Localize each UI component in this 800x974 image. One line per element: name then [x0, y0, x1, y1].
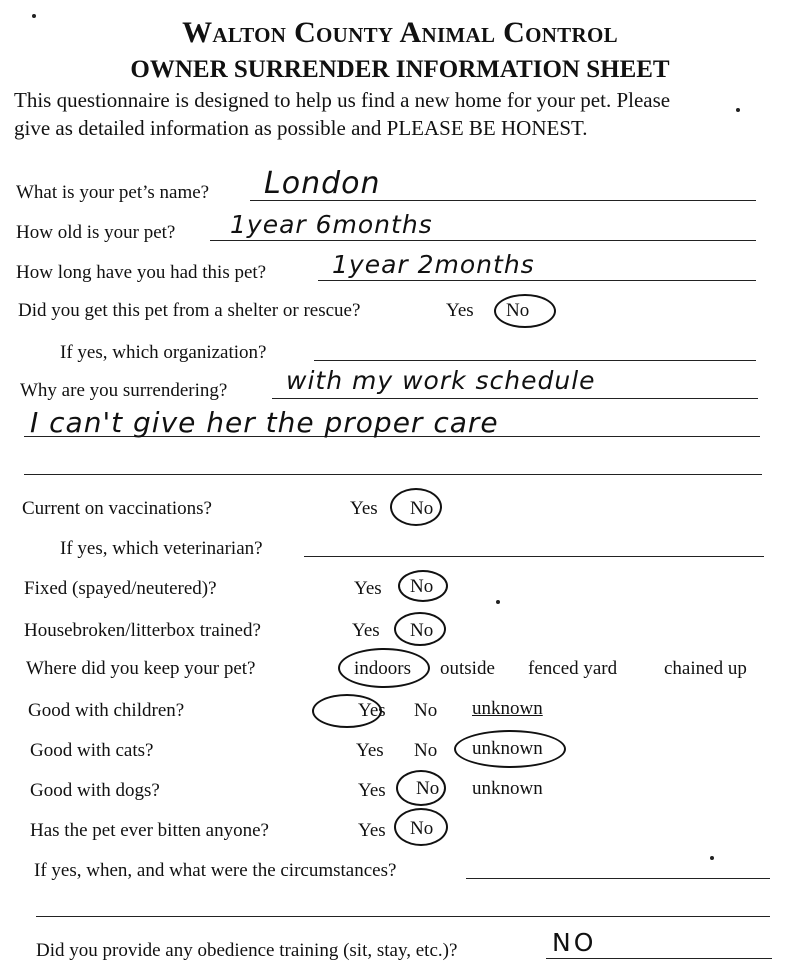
vaccinations-label: Current on vaccinations? [22, 498, 212, 519]
dogs-yes[interactable]: Yes [358, 780, 386, 801]
surrender-line-1 [272, 398, 758, 399]
pet-age-answer[interactable]: 1year 6months [230, 210, 433, 239]
vaccinations-yes[interactable]: Yes [350, 498, 378, 519]
fixed-no[interactable]: No [410, 576, 434, 597]
bitten-label: Has the pet ever bitten anyone? [30, 820, 269, 841]
bitten-no[interactable]: No [410, 818, 434, 839]
time-owned-line [318, 280, 756, 281]
form-title: Walton County Animal Control [182, 16, 618, 49]
scan-speck [32, 14, 36, 18]
housebroken-yes[interactable]: Yes [352, 620, 380, 641]
kept-option-outside[interactable]: outside [440, 658, 495, 679]
bitten-no-circle [394, 808, 448, 846]
fixed-no-circle [398, 570, 448, 602]
scan-speck [736, 108, 740, 112]
pet-name-label: What is your pet’s name? [16, 182, 210, 203]
housebroken-no[interactable]: No [410, 620, 434, 641]
time-owned-answer[interactable]: 1year 2months [332, 250, 535, 279]
kept-option-chained-up[interactable]: chained up [664, 658, 747, 679]
children-unknown[interactable]: unknown [472, 698, 543, 719]
housebroken-no-circle [394, 612, 446, 646]
dogs-label: Good with dogs? [30, 780, 160, 801]
training-answer[interactable]: NO [552, 928, 597, 957]
children-label: Good with children? [28, 700, 185, 721]
training-line [546, 958, 772, 959]
from-shelter-no-circle [494, 294, 556, 328]
organization-label: If yes, which organization? [60, 342, 267, 363]
cats-label: Good with cats? [30, 740, 154, 761]
dogs-unknown[interactable]: unknown [472, 778, 543, 799]
training-label: Did you provide any obedience training (sit, stay, etc.)? [36, 940, 458, 961]
surrender-line-3 [24, 474, 762, 475]
from-shelter-no[interactable]: No [506, 300, 530, 321]
from-shelter-yes[interactable]: Yes [446, 300, 474, 321]
from-shelter-label: Did you get this pet from a shelter or rescue? [18, 300, 361, 321]
bite-details-line-1[interactable] [466, 878, 770, 879]
intro-line-2: give as detailed information as possible and PLEASE BE HONEST. [14, 116, 588, 140]
veterinarian-label: If yes, which veterinarian? [60, 538, 263, 559]
cats-no[interactable]: No [414, 740, 438, 761]
form-subtitle: OWNER SURRENDER INFORMATION SHEET [130, 56, 670, 83]
intro-line-1: This questionnaire is designed to help us find a new home for your pet. Please [14, 88, 671, 112]
organization-line[interactable] [314, 360, 756, 361]
pet-age-label: How old is your pet? [16, 222, 176, 243]
time-owned-label: How long have you had this pet? [16, 262, 267, 283]
children-yes-circle [312, 694, 382, 728]
cats-unknown[interactable]: unknown [472, 738, 543, 759]
kept-label: Where did you keep your pet? [26, 658, 256, 679]
cats-yes[interactable]: Yes [356, 740, 384, 761]
dogs-no-circle [396, 770, 446, 806]
kept-option-fenced-yard[interactable]: fenced yard [528, 658, 618, 679]
surrender-answer-2[interactable]: I can't give her the proper care [30, 406, 499, 439]
dogs-no[interactable]: No [416, 778, 440, 799]
fixed-label: Fixed (spayed/neutered)? [24, 578, 217, 599]
scan-speck [710, 856, 714, 860]
scan-speck [496, 600, 500, 604]
bite-details-label: If yes, when, and what were the circumstances? [34, 860, 397, 881]
children-no[interactable]: No [414, 700, 438, 721]
pet-age-line [210, 240, 756, 241]
vaccinations-no-circle [390, 488, 442, 526]
vaccinations-no[interactable]: No [410, 498, 434, 519]
kept-indoors-circle [338, 648, 430, 688]
fixed-yes[interactable]: Yes [354, 578, 382, 599]
children-yes[interactable]: Yes [358, 700, 386, 721]
surrender-answer-1[interactable]: with my work schedule [286, 366, 596, 395]
bite-details-line-2[interactable] [36, 916, 770, 917]
kept-option-indoors[interactable]: indoors [354, 658, 411, 679]
cats-unknown-circle [454, 730, 566, 768]
veterinarian-line[interactable] [304, 556, 764, 557]
surrender-reason-label: Why are you surrendering? [20, 380, 228, 401]
pet-name-answer[interactable]: London [264, 166, 381, 201]
housebroken-label: Housebroken/litterbox trained? [24, 620, 261, 641]
bitten-yes[interactable]: Yes [358, 820, 386, 841]
